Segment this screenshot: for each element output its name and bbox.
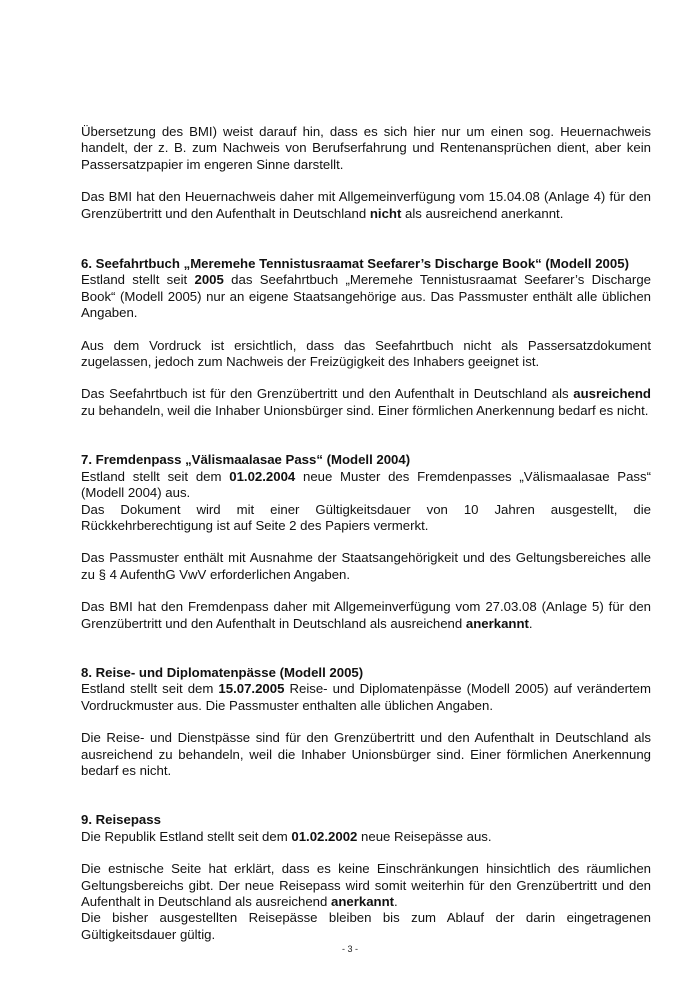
- section-8: [81, 665, 651, 779]
- section-8-paragraph-2: Die Reise- und Dienstpässe sind für den Grenzübertritt und den Aufenthalt in Deutschland als ausreichend zu behandeln, weil die Inhaber Unionsbürger sind. Einer förmlichen Anerkennung bedarf es nicht.: [81, 730, 651, 778]
- section-9-paragraph-3: Die bisher ausgestellten Reisepässe bleiben bis zum Ablauf der darin eingetragenen Gültigkeitsdauer gültig.: [81, 910, 651, 942]
- page-number: - 3 -: [341, 944, 358, 954]
- intro-paragraph-1: Übersetzung des BMI) weist darauf hin, dass es sich hier nur um einen sog. Heuernachweis handelt, der z. B. zum Nachweis von Berufserfahrung und Rentenansprüchen dient, aber kein Passersatzpapier im engeren Sinne darstellt.: [81, 124, 651, 172]
- section-6-heading: 6. Seefahrtbuch „Meremehe Tennistusraamat Seefarer’s Discharge Book“ (Modell 2005): [81, 256, 629, 272]
- section-9: [81, 812, 651, 943]
- section-9-paragraph-2: Die estnische Seite hat erklärt, dass es keine Einschränkungen hinsichtlich des räumlichen Geltungsbereichs gibt. Der neue Reisepass wird somit weiterhin für den Grenzübertritt und den Aufenthalt in Deutschland als ausreichend anerkannt.: [81, 861, 651, 909]
- section-7-paragraph-2: Das Dokument wird mit einer Gültigkeitsdauer von 10 Jahren ausgestellt, die Rückkehrberechtigung ist auf Seite 2 des Papiers vermerkt.: [81, 501, 651, 533]
- document-body: [81, 124, 651, 959]
- section-7-paragraph-1: Estland stellt seit dem 01.02.2004 neue Muster des Fremdenpasses „Välismaalasae Pass“ (Modell 2004) aus.: [81, 468, 651, 501]
- section-6-paragraph-2: Aus dem Vordruck ist ersichtlich, dass das Seefahrtbuch nicht als Passersatzdokument zugelassen, jedoch zum Nachweis der Freizügigkeit des Inhabers geeignet ist.: [81, 337, 651, 370]
- section-7: [81, 452, 651, 632]
- section-6: [81, 256, 651, 419]
- section-6-paragraph-3: Das Seefahrtbuch ist für den Grenzübertritt und den Aufenthalt in Deutschland als ausreichend zu behandeln, weil die Inhaber Unionsbürger sind. Einer förmlichen Anerkennung bedarf es nicht.: [81, 386, 651, 418]
- section-7-heading: 7. Fremdenpass „Välismaalasae Pass“ (Modell 2004): [81, 452, 411, 468]
- intro-paragraph-2: Das BMI hat den Heuernachweis daher mit Allgemeinverfügung vom 15.04.08 (Anlage 4) für den Grenzübertritt und den Aufenthalt in Deutschland nicht als ausreichend anerkannt.: [81, 189, 651, 221]
- section-9-paragraph-1: Die Republik Estland stellt seit dem 01.02.2002 neue Reisepässe aus.: [81, 828, 492, 844]
- section-8-heading: 8. Reise- und Diplomatenpässe (Modell 2005): [81, 664, 364, 680]
- section-9-heading: 9. Reisepass: [81, 812, 161, 828]
- section-7-paragraph-4: Das BMI hat den Fremdenpass daher mit Allgemeinverfügung vom 27.03.08 (Anlage 5) für den Grenzübertritt und den Aufenthalt in Deutschland als ausreichend anerkannt.: [81, 599, 651, 631]
- section-6-paragraph-1: Estland stellt seit 2005 das Seefahrtbuch „Meremehe Tennistusraamat Seefarer’s Discharge Book“ (Modell 2005) nur an eigene Staatsangehörige aus. Das Passmuster enthält alle üblichen Angaben.: [81, 272, 651, 321]
- section-8-paragraph-1: Estland stellt seit dem 15.07.2005 Reise- und Diplomatenpässe (Modell 2005) auf verändertem Vordruckmuster aus. Die Passmuster enthalten alle üblichen Angaben.: [81, 681, 652, 713]
- section-7-paragraph-3: Das Passmuster enthält mit Ausnahme der Staatsangehörigkeit und des Geltungsbereiches alle zu § 4 AufenthG VwV erforderlichen Angaben.: [81, 550, 651, 582]
